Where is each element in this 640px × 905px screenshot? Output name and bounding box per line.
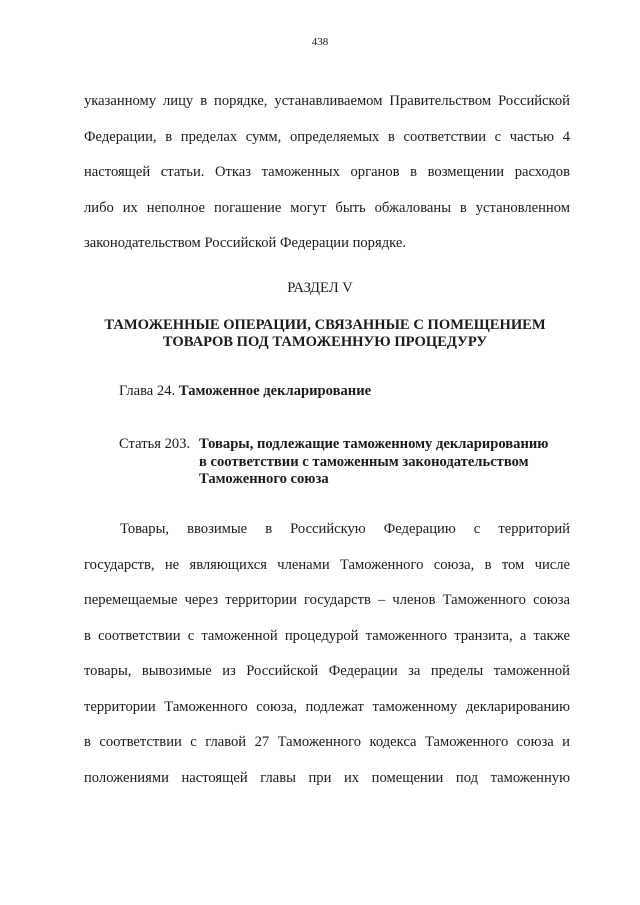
text-line: указанному лицу в порядке, устанавливаемом Правительством Российской bbox=[84, 93, 570, 109]
section-title bbox=[80, 317, 570, 351]
text-line: товары, вывозимые из Российской Федерации за пределы таможенной bbox=[84, 663, 570, 679]
chapter-title: Таможенное декларирование bbox=[178, 383, 372, 399]
chapter-heading bbox=[119, 383, 371, 400]
text-line: настоящей статьи. Отказ таможенных органов в возмещении расходов bbox=[84, 164, 570, 180]
text-line: либо их неполное погашение могут быть обжалованы в установленном bbox=[84, 199, 570, 216]
article-title-line: в соответствии с таможенным законодательством bbox=[199, 453, 529, 470]
article-number: Статья 203. bbox=[119, 436, 191, 452]
text-line: положениями настоящей главы при их помещении под таможенную bbox=[84, 769, 570, 786]
text-line: перемещаемые через территории государств – членов Таможенного союза bbox=[84, 592, 570, 608]
article-title-line: Таможенного союза bbox=[199, 471, 329, 487]
text-line: в соответствии с таможенной процедурой таможенного транзита, а также bbox=[84, 627, 570, 644]
section-label: РАЗДЕЛ V bbox=[287, 280, 353, 296]
page-number: 438 bbox=[311, 36, 329, 48]
chapter-prefix: Глава 24. bbox=[119, 383, 176, 399]
text-line: Товары, ввозимые в Российскую Федерацию с территорий bbox=[120, 521, 570, 537]
article-title-line: Товары, подлежащие таможенному декларированию bbox=[199, 436, 549, 452]
article-title bbox=[199, 436, 548, 489]
section-title-line: ТАМОЖЕННЫЕ ОПЕРАЦИИ, СВЯЗАННЫЕ С ПОМЕЩЕНИЕМ bbox=[104, 317, 546, 333]
intro-paragraph bbox=[84, 84, 570, 262]
section-title-line: ТОВАРОВ ПОД ТАМОЖЕННУЮ ПРОЦЕДУРУ bbox=[162, 334, 488, 350]
body-paragraph bbox=[84, 512, 570, 796]
text-line: Федерации, в пределах сумм, определяемых в соответствии с частью 4 bbox=[84, 128, 570, 145]
text-line: законодательством Российской Федерации порядке. bbox=[84, 235, 406, 251]
text-line: в соответствии с главой 27 Таможенного кодекса Таможенного союза и bbox=[84, 734, 570, 750]
text-line: территории Таможенного союза, подлежат таможенному декларированию bbox=[84, 698, 570, 715]
text-line: государств, не являющихся членами Таможенного союза, в том числе bbox=[84, 556, 570, 573]
